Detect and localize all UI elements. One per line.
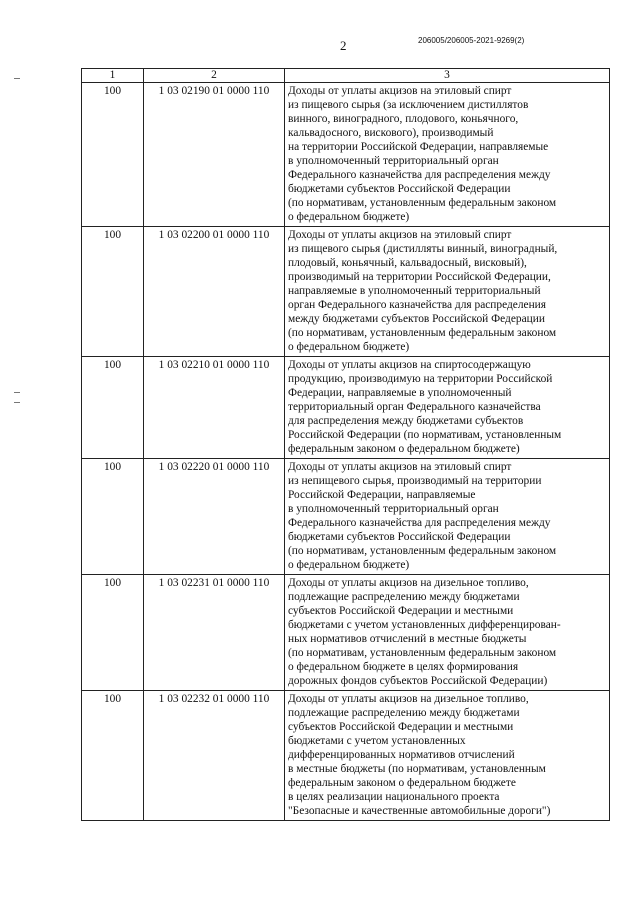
budget-code-cell: 1 03 02200 01 0000 110 [144,227,285,357]
budget-code-cell: 1 03 02232 01 0000 110 [144,691,285,821]
margin-mark [14,402,20,403]
table-row [82,459,610,575]
description-cell: Доходы от уплаты акцизов на дизельное топливо, подлежащие распределению между бюджетами субъектов Российской Федерации и местными бюджетами с учетом установленных дифференцирован- ных нормативов отчислений в местные бюджеты (по нормативам, установленным федеральным законом о федеральном бюджете в целях формирования дорожных фондов субъектов Российской Федерации) [285,575,610,691]
column-header: 2 [144,69,285,83]
admin-code-cell: 100 [82,459,144,575]
document-reference: 206005/206005-2021-9269(2) [418,36,525,45]
admin-code-cell: 100 [82,83,144,227]
page-number: 2 [340,38,347,53]
margin-mark [14,78,20,79]
column-header: 1 [82,69,144,83]
table-header-row [82,69,610,83]
margin-mark [14,392,20,393]
admin-code-cell: 100 [82,575,144,691]
description-cell: Доходы от уплаты акцизов на этиловый спирт из пищевого сырья (дистилляты винный, виноградный, плодовый, коньячный, кальвадосный, висковый), производимый на территории Российской Федерации, направляемые в уполномоченный территориальный орган Федерального казначейства для распределения между бюджетами субъектов Российской Федерации (по нормативам, установленным федеральным законом о федеральном бюджете) [285,227,610,357]
budget-code-cell: 1 03 02210 01 0000 110 [144,357,285,459]
budget-code-cell: 1 03 02220 01 0000 110 [144,459,285,575]
budget-code-cell: 1 03 02231 01 0000 110 [144,575,285,691]
table-row [82,575,610,691]
description-cell: Доходы от уплаты акцизов на этиловый спирт из непищевого сырья, производимый на территории Российской Федерации, направляемые в уполномоченный территориальный орган Федерального казначейства для распределения между бюджетами субъектов Российской Федерации (по нормативам, установленным федеральным законом о федеральном бюджете) [285,459,610,575]
table-row [82,227,610,357]
admin-code-cell: 100 [82,227,144,357]
description-cell: Доходы от уплаты акцизов на дизельное топливо, подлежащие распределению между бюджетами субъектов Российской Федерации и местными бюджетами с учетом установленных дифференцированных нормативов отчислений в местные бюджеты (по нормативам, установленным федеральным законом о федеральном бюджете в целях реализации национального проекта "Безопасные и качественные автомобильные дороги") [285,691,610,821]
admin-code-cell: 100 [82,357,144,459]
column-header: 3 [285,69,610,83]
table-row [82,691,610,821]
table-row [82,357,610,459]
description-cell: Доходы от уплаты акцизов на спиртосодержащую продукцию, производимую на территории Российской Федерации, направляемые в уполномоченный территориальный орган Федерального казначейства для распределения между бюджетами субъектов Российской Федерации (по нормативам, установленным федеральным законом о федеральном бюджете) [285,357,610,459]
description-cell: Доходы от уплаты акцизов на этиловый спирт из пищевого сырья (за исключением дистиллятов винного, виноградного, плодового, коньячного, кальвадосного, вискового), производимый на территории Российской Федерации, направляемые в уполномоченный территориальный орган Федерального казначейства для распределения между бюджетами субъектов Российской Федерации (по нормативам, установленным федеральным законом о федеральном бюджете) [285,83,610,227]
income-codes-table [81,68,610,821]
table-row [82,83,610,227]
budget-code-cell: 1 03 02190 01 0000 110 [144,83,285,227]
admin-code-cell: 100 [82,691,144,821]
